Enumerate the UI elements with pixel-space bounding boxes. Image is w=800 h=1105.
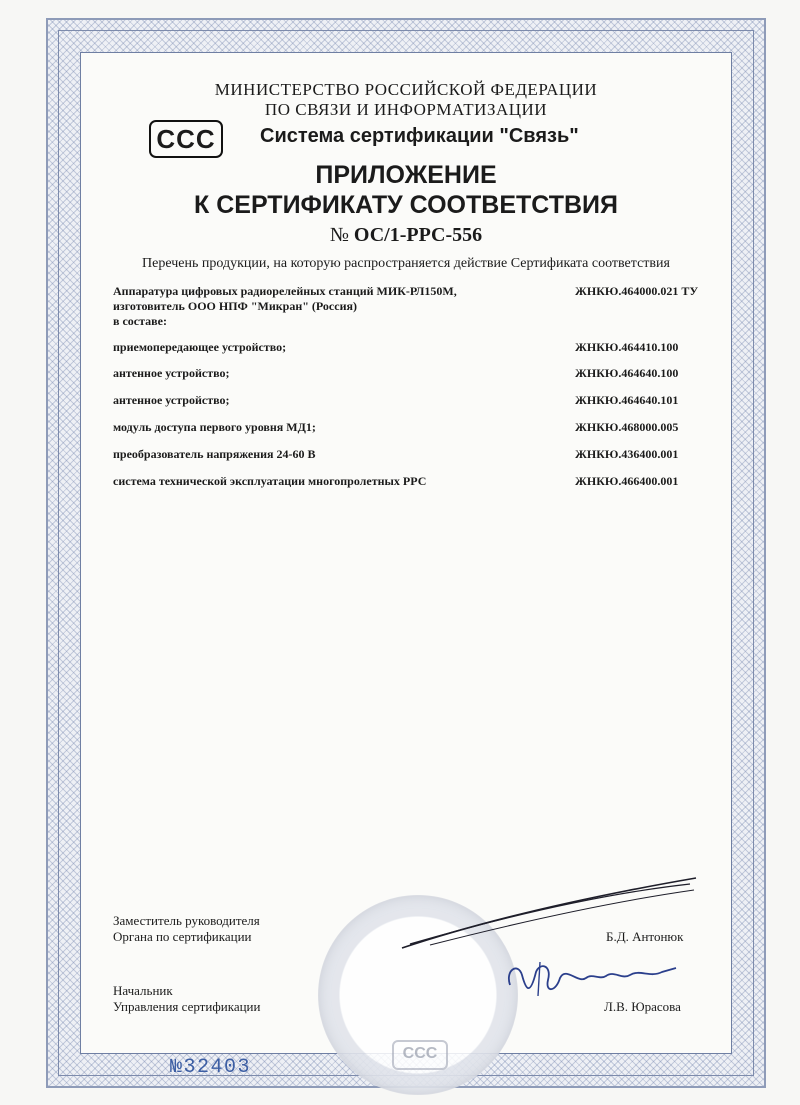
manufacturer: изготовитель ООО НПФ "Микран" (Россия) [113,299,357,313]
main-product-code: ЖНКЮ.464000.021 ТУ [575,284,699,298]
main-product-name: Аппаратура цифровых радиорелейных станций МИК-РЛ150М, [113,284,457,298]
component-name: преобразователь напряжения 24-60 В [113,447,316,461]
number-sign: № [329,224,349,246]
component-name: антенное устройство; [113,393,230,407]
deputy-title-line2: Органа по сертификации [113,929,252,944]
component-name: антенное устройство; [113,366,230,380]
composition-label: в составе: [113,314,167,328]
component-code: ЖНКЮ.466400.001 [575,474,679,488]
component-name: приемопередающее устройство; [113,340,287,354]
certification-system-name: Система сертификации "Связь" [260,125,579,147]
component-name: система технической эксплуатации многопролетных РРС [113,474,427,488]
component-name: модуль доступа первого уровня МД1; [113,420,316,434]
head-title-line2: Управления сертификации [113,999,261,1014]
serial-number-stamp: №32403 [170,1056,252,1079]
document-subtitle: К СЕРТИФИКАТУ СООТВЕТСТВИЯ [194,191,618,219]
component-code: ЖНКЮ.464640.101 [575,393,679,407]
component-code: ЖНКЮ.436400.001 [575,447,679,461]
deputy-name: Б.Д. Антонюк [606,929,684,944]
ministry-name-line1: МИНИСТЕРСТВО РОССИЙСКОЙ ФЕДЕРАЦИИ [214,80,598,99]
seal-logo: CCC [392,1040,448,1070]
ccc-logo: CCC [149,120,223,158]
document-title: ПРИЛОЖЕНИЕ [315,161,497,189]
head-title-line1: Начальник [113,983,173,998]
component-code: ЖНКЮ.468000.005 [575,420,679,434]
head-name: Л.В. Юрасова [604,999,681,1014]
component-code: ЖНКЮ.464410.100 [575,340,679,354]
ministry-name-line2: ПО СВЯЗИ И ИНФОРМАТИЗАЦИИ [264,100,548,119]
deputy-title-line1: Заместитель руководителя [113,913,260,928]
component-code: ЖНКЮ.464640.100 [575,366,679,380]
product-list-intro: Перечень продукции, на которую распространяется действие Сертификата соответствия [142,256,670,271]
certificate-number-value: ОС/1-РРС-556 [353,224,483,246]
